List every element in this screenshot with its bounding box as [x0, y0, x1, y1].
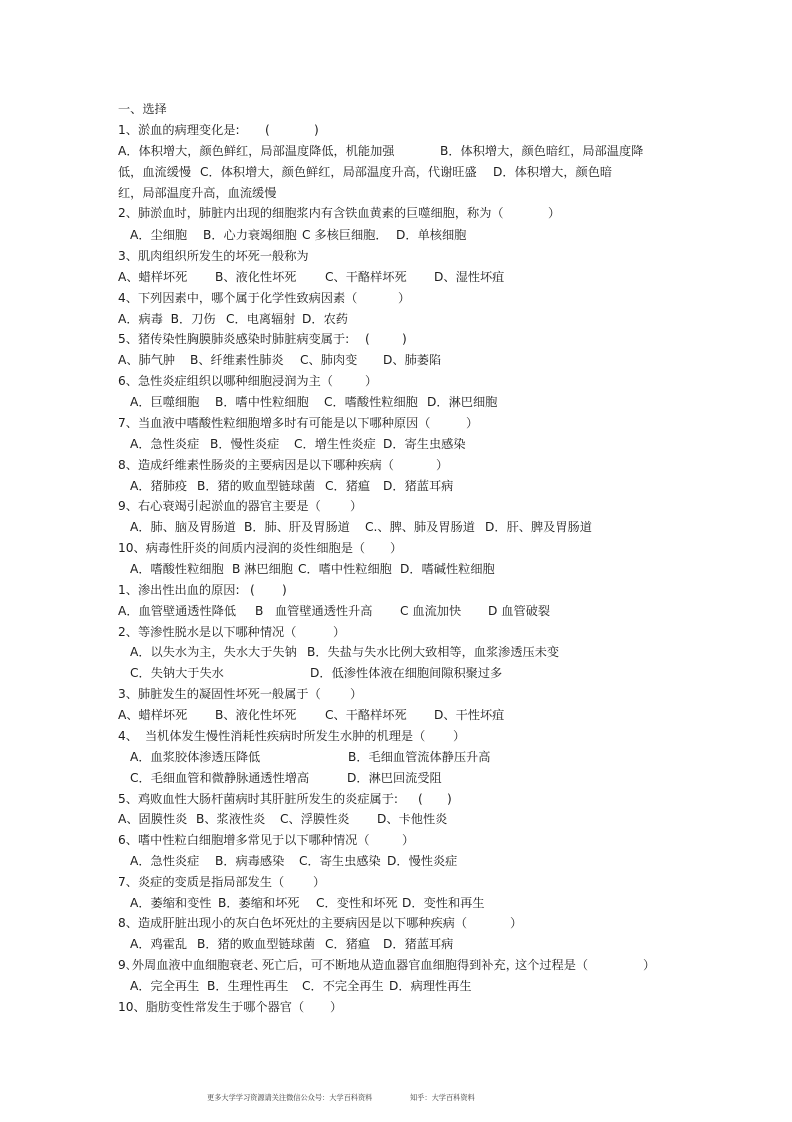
text-segment: A．完全再生	[130, 979, 200, 993]
text-segment: ）	[333, 625, 346, 639]
text-segment: ）	[643, 958, 656, 972]
text-segment: (	[418, 792, 423, 806]
text-segment: B．体积增大，颜色暗红，局部温度降	[440, 144, 644, 158]
text-segment: B、纤维素性肺炎	[190, 353, 284, 367]
text-segment: C．电离辐射	[226, 312, 296, 326]
text-segment: C.、脾、肺及胃肠道	[365, 520, 475, 534]
document-line	[0, 810, 792, 828]
text-segment: C．变性和坏死	[316, 896, 398, 910]
text-segment: 7、炎症的变质是指局部发生（	[118, 875, 285, 889]
text-segment: B．嗜中性粒细胞	[215, 395, 309, 409]
text-segment: A．血管壁通透性降低	[118, 604, 237, 618]
text-segment: ）	[398, 291, 411, 305]
text-segment: 9、右心衰竭引起淤血的器官主要是（	[118, 499, 321, 513]
text-segment: ）	[436, 458, 449, 472]
text-segment: 3、肌肉组织所发生的坏死一般称为	[118, 249, 309, 263]
text-segment: (	[265, 123, 270, 137]
text-segment: 8、造成肝脏出现小的灰白色坏死灶的主要病因是以下哪种疾病（	[118, 916, 468, 930]
text-segment: )	[282, 583, 287, 597]
document-line	[0, 142, 792, 160]
text-segment: D．变性和再生	[402, 896, 485, 910]
text-segment: B、液化性坏死	[215, 708, 297, 722]
text-segment: A．嗜酸性粒细胞	[130, 562, 224, 576]
text-segment: )	[447, 792, 452, 806]
text-segment: C．嗜酸性粒细胞	[324, 395, 418, 409]
text-segment: ）	[548, 206, 561, 220]
document-line	[0, 393, 792, 411]
document-line	[0, 998, 792, 1016]
page-footer	[0, 1091, 792, 1105]
document-line	[0, 477, 792, 495]
text-segment: C、浮膜性炎	[280, 812, 350, 826]
text-segment: B．猪的败血型链球菌	[197, 479, 316, 493]
document-line	[0, 414, 792, 432]
document-line	[0, 310, 792, 328]
document-line	[0, 706, 792, 724]
document-line	[0, 435, 792, 453]
text-segment: ）	[365, 374, 378, 388]
text-segment: B．猪的败血型链球菌	[197, 937, 316, 951]
text-segment: C．不完全再生	[302, 979, 384, 993]
text-segment: ）	[453, 729, 466, 743]
text-segment: B．生理性再生	[207, 979, 289, 993]
text-segment: D．低渗性体液在细胞间隙积聚过多	[310, 666, 503, 680]
document-line	[0, 184, 792, 202]
text-segment: ）	[402, 833, 415, 847]
text-segment: 4、	[118, 729, 138, 743]
text-segment: D．猪蓝耳病	[383, 937, 454, 951]
document-line	[0, 539, 792, 557]
text-segment: 2、等渗性脱水是以下哪种情况（	[118, 625, 297, 639]
text-segment: B．肺、肝及胃肠道	[244, 520, 350, 534]
text-segment: 1、渗出性出血的原因:	[118, 583, 240, 597]
footer-zhihu-note: 知乎：大学百科资料	[410, 1093, 475, 1102]
text-segment: D 血管破裂	[488, 604, 551, 618]
text-segment: 当机体发生慢性消耗性疾病时所发生水肿的机理是（	[145, 729, 426, 743]
document-line	[0, 351, 792, 369]
document-line	[0, 790, 792, 808]
text-segment: D．病理性再生	[389, 979, 472, 993]
text-segment: C．毛细血管和微静脉通透性增高	[130, 771, 310, 785]
document-line	[0, 560, 792, 578]
text-segment: A．血浆胶体渗透压降低	[130, 750, 261, 764]
text-segment: (	[365, 332, 370, 346]
text-segment: 红，局部温度升高，血流缓慢	[118, 186, 277, 200]
text-segment: )	[402, 332, 407, 346]
text-segment: D．单核细胞	[396, 228, 467, 242]
document-line	[0, 748, 792, 766]
text-segment: D．肝、脾及胃肠道	[485, 520, 592, 534]
text-segment: D．体积增大，颜色暗	[493, 165, 613, 179]
document-line	[0, 456, 792, 474]
document-line	[0, 518, 792, 536]
text-segment: (	[250, 583, 255, 597]
text-segment: A．萎缩和变性	[130, 896, 212, 910]
document-line	[0, 769, 792, 787]
text-segment: A．体积增大，颜色鲜红，局部温度降低，机能加强	[118, 144, 395, 158]
text-segment: 死亡后，可不断地从造血器官血细胞得到补充，	[262, 958, 518, 972]
text-segment: 2、肺淤血时，肺脏内出现的细胞浆内有含铁血黄素的巨噬细胞，称为（	[118, 206, 504, 220]
text-segment: ）	[510, 916, 523, 930]
text-segment: B．失盐与失水比例大致相等，血浆渗透压未变	[307, 645, 560, 659]
text-segment: D．寄生虫感染	[383, 437, 466, 451]
document-line	[0, 163, 792, 181]
text-segment: 9､外周血液中血细胞衰老、	[118, 958, 266, 972]
text-segment: A．急性炎症	[130, 854, 200, 868]
text-segment: D．慢性炎症	[387, 854, 458, 868]
document-line	[0, 623, 792, 641]
document-line	[0, 121, 792, 139]
text-segment: D．猪蓝耳病	[383, 479, 454, 493]
text-segment: B．病毒感染	[215, 854, 285, 868]
footer-wechat-note: 更多大学学习资源请关注微信公众号：大学百科资料	[207, 1093, 373, 1102]
text-segment: D．淋巴回流受阻	[347, 771, 442, 785]
text-segment: A．猪肺疫	[130, 479, 188, 493]
text-segment: D．淋巴细胞	[427, 395, 498, 409]
text-segment: D、卡他性炎	[377, 812, 448, 826]
text-segment: ）	[466, 416, 479, 430]
text-segment: 低，血流缓慢	[118, 165, 192, 179]
text-segment: A、蜡样坏死	[118, 270, 188, 284]
text-segment: D．农药	[302, 312, 348, 326]
text-segment: 10、脂肪变性常发生于哪个器官（	[118, 1000, 305, 1014]
text-segment: ）	[390, 541, 403, 555]
document-line	[0, 602, 792, 620]
document-line	[0, 268, 792, 286]
document-line	[0, 226, 792, 244]
document-line	[0, 685, 792, 703]
text-segment: B	[255, 604, 264, 618]
text-segment: C、干酪样坏死	[325, 708, 407, 722]
text-segment: A．急性炎症	[130, 437, 200, 451]
text-segment: 10、病毒性肝炎的间质内浸润的炎性细胞是（	[118, 541, 366, 555]
text-segment: 一、选择	[118, 102, 167, 116]
text-segment: C．寄生虫感染	[299, 854, 381, 868]
text-segment: 这个过程是（	[515, 958, 589, 972]
text-segment: 4、下列因素中，哪个属于化学性致病因素（	[118, 291, 358, 305]
text-segment: 3、肺脏发生的凝固性坏死一般属于（	[118, 687, 321, 701]
text-segment: C．猪瘟	[325, 479, 371, 493]
text-segment: D、干性坏疽	[434, 708, 505, 722]
document-line	[0, 330, 792, 348]
text-segment: C 血流加快	[400, 604, 462, 618]
text-segment: ）	[350, 687, 363, 701]
text-segment: B．萎缩和坏死	[218, 896, 300, 910]
document-line	[0, 581, 792, 599]
text-segment: C 多核巨细胞．	[302, 228, 388, 242]
text-segment: A、肺气肿	[118, 353, 176, 367]
document-line	[0, 204, 792, 222]
text-segment: D、肺萎陷	[383, 353, 442, 367]
document-line	[0, 247, 792, 265]
text-segment: ）	[330, 1000, 343, 1014]
section-heading	[0, 100, 792, 118]
text-segment: A．病毒 B．刀伤	[118, 312, 216, 326]
text-segment: A．肺、脑及胃肠道	[130, 520, 236, 534]
text-segment: C．嗜中性粒细胞	[298, 562, 392, 576]
document-line	[0, 852, 792, 870]
text-segment: 血管壁通透性升高	[275, 604, 373, 618]
text-segment: 6、嗜中性粒白细胞增多常见于以下哪种情况（	[118, 833, 370, 847]
text-segment: 7、当血液中嗜酸性粒细胞增多时有可能是以下哪种原因（	[118, 416, 431, 430]
text-segment: B．慢性炎症	[210, 437, 280, 451]
text-segment: B 淋巴细胞	[232, 562, 293, 576]
document-line	[0, 831, 792, 849]
text-segment: A．巨噬细胞	[130, 395, 200, 409]
text-segment: )	[314, 123, 319, 137]
text-segment: A．以失水为主，失水大于失钠	[130, 645, 297, 659]
text-segment: C、肺肉变	[300, 353, 358, 367]
text-segment: C．体积增大，颜色鲜红，局部温度升高，代谢旺盛	[200, 165, 477, 179]
text-segment: A．鸡霍乱	[130, 937, 188, 951]
text-segment: 8、造成纤维素性肠炎的主要病因是以下哪种疾病（	[118, 458, 394, 472]
text-segment: A．尘细胞	[130, 228, 188, 242]
document-line	[0, 497, 792, 515]
document-line	[0, 643, 792, 661]
text-segment: B、浆液性炎	[196, 812, 266, 826]
document-line	[0, 894, 792, 912]
text-segment: B．心力衰竭细胞	[203, 228, 297, 242]
document-line	[0, 372, 792, 390]
text-segment: ）	[350, 499, 363, 513]
document-line	[0, 873, 792, 891]
text-segment: A、蜡样坏死	[118, 708, 188, 722]
text-segment: 5、鸡败血性大肠杆菌病时其肝脏所发生的炎症属于:	[118, 792, 398, 806]
text-segment: B、液化性坏死	[215, 270, 297, 284]
text-segment: 6、急性炎症组织以哪种细胞浸润为主（	[118, 374, 333, 388]
text-segment: B．毛细血管流体静压升高	[348, 750, 491, 764]
document-line	[0, 727, 792, 745]
document-line	[0, 935, 792, 953]
text-segment: 1、淤血的病理变化是:	[118, 123, 240, 137]
document-line	[0, 289, 792, 307]
document-line	[0, 956, 792, 974]
text-segment: ）	[313, 875, 326, 889]
text-segment: C．增生性炎症	[294, 437, 376, 451]
text-segment: D．嗜碱性粒细胞	[400, 562, 495, 576]
text-segment: 5、猪传染性胸膜肺炎感染时肺脏病变属于:	[118, 332, 350, 346]
text-segment: A、固膜性炎	[118, 812, 188, 826]
text-segment: D、湿性坏疽	[434, 270, 505, 284]
text-segment: C．失钠大于失水	[130, 666, 224, 680]
text-segment: C．猪瘟	[325, 937, 371, 951]
document-line	[0, 977, 792, 995]
text-segment: C、干酪样坏死	[325, 270, 407, 284]
document-line	[0, 664, 792, 682]
document-line	[0, 914, 792, 932]
